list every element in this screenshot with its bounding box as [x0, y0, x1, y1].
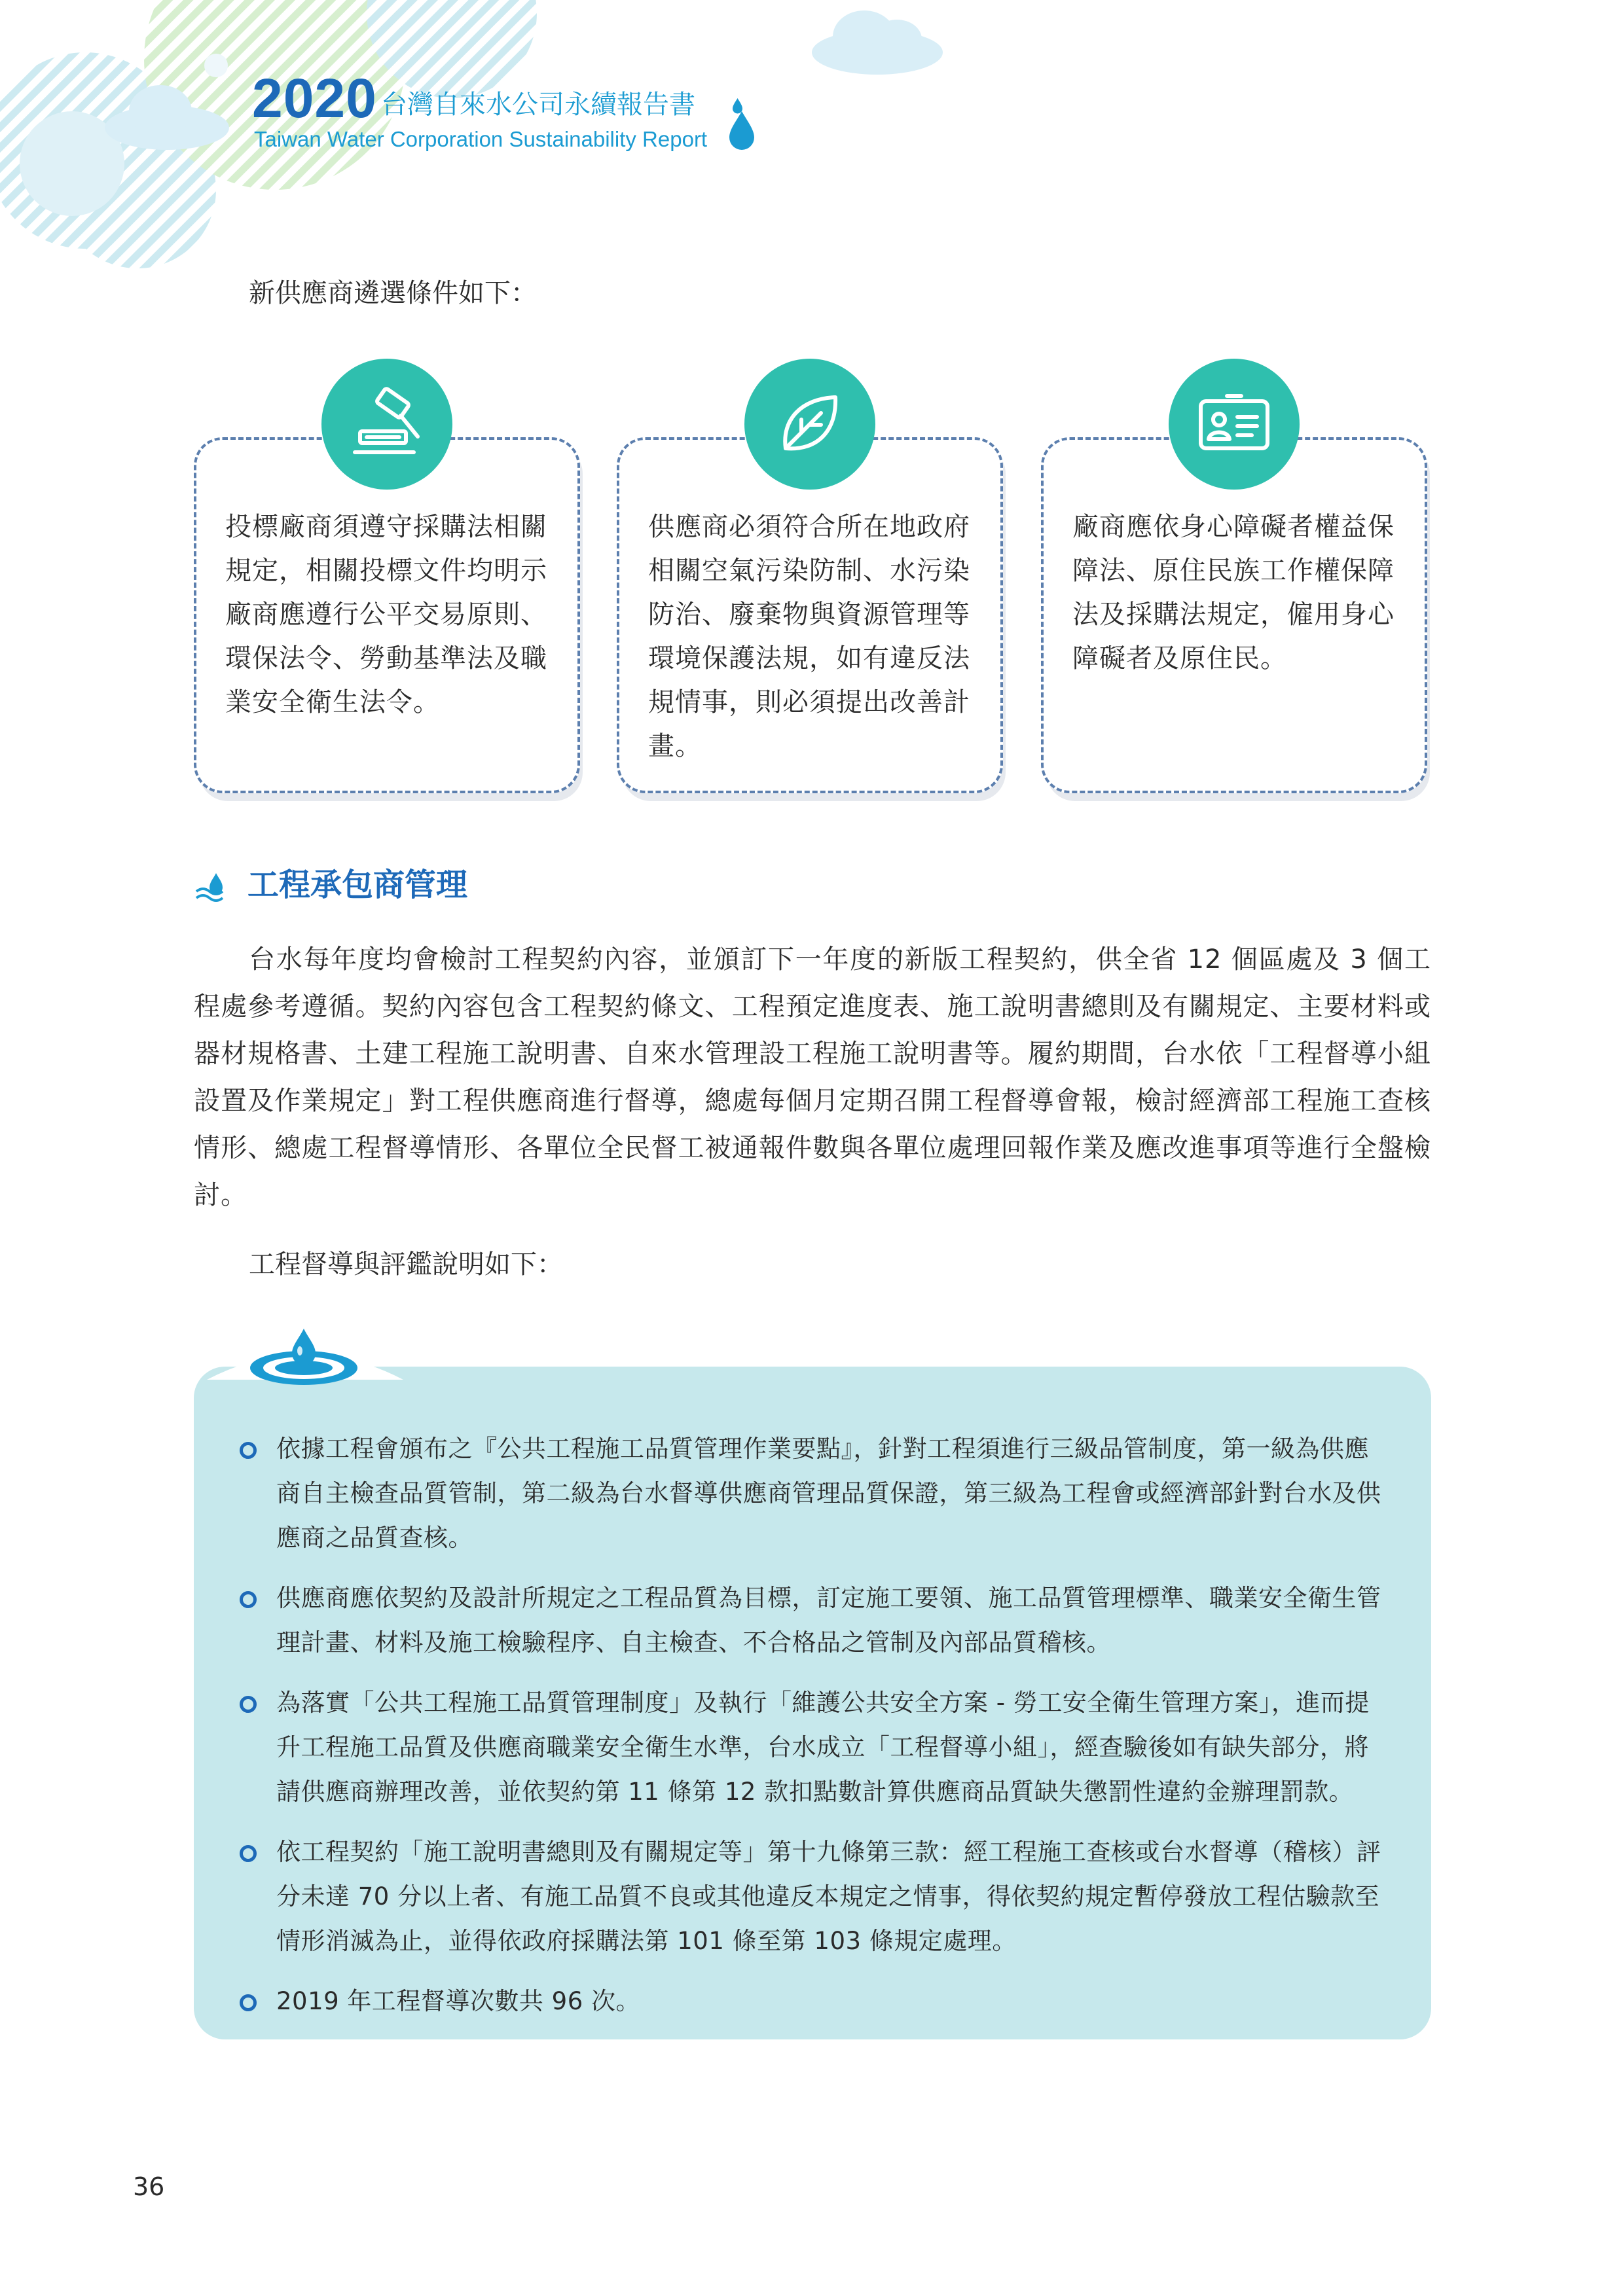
bullet-circle-icon	[240, 1442, 257, 1459]
page-number: 36	[133, 2172, 165, 2201]
report-title-en: Taiwan Water Corporation Sustainability Report	[254, 127, 708, 151]
card-text: 投標廠商須遵守採購法相關 規定，相關投標文件均明示 廠商應遵行公平交易原則、 環保法令、勞動基準法及職 業安全衛生法令。	[225, 512, 547, 717]
section-title: 工程承包商管理	[247, 867, 468, 903]
water-wave-icon	[194, 870, 233, 903]
bullet-circle-icon	[240, 1591, 257, 1608]
list-item: 為落實「公共工程施工品質管理制度」及執行「維護公共安全方案 - 勞工安全衛生管理方案」，進而提升工程施工品質及供應商職業安全衛生水準，台水成立「工程督導小組」，經查驗後如有缺失部分，將請供應商辦理改善，並依契約第 11 條第 12 款扣點數計算供應商品質缺失懲罰性違約金辦理罰款。	[240, 1681, 1392, 1814]
card-text: 廠商應依身心障礙者權益保 障法、原住民族工作權保障 法及採購法規定，僱用身心 障礙者及原住民。	[1072, 512, 1395, 673]
sub-intro-text: 工程督導與評鑑說明如下：	[249, 1249, 563, 1280]
list-item: 依據工程會頒布之『公共工程施工品質管理作業要點』，針對工程須進行三級品管制度，第一級為供應商自主檢查品質管制，第二級為台水督導供應商管理品質保證，第三級為工程會或經濟部針對台水及供應商之品質查核。	[240, 1427, 1392, 1560]
gavel-icon	[321, 359, 452, 490]
criteria-card-employment	[1041, 437, 1427, 793]
leaf-icon	[744, 359, 875, 490]
card-text: 供應商必須符合所在地政府 相關空氣污染防制、水污染 防治、廢棄物與資源管理等 環境保護法規，如有違反法 規情事，則必須提出改善計 畫。	[648, 512, 970, 761]
section-paragraph: 台水每年度均會檢討工程契約內容，並頒訂下一年度的新版工程契約，供全省 12 個區處及 3 個工程處參考遵循。契約內容包含工程契約條文、工程預定進度表、施工說明書總則及有關規定、主要材料或器材規格書、土建工程施工說明書、自來水管理設工程施工說明書等。履約期間，台水依「工程督導小組設置及作業規定」對工程供應商進行督導，總處每個月定期召開工程督導會報，檢討經濟部工程施工查核情形、總處工程督導情形、各單位全民督工被通報件數與各單位處理回報作業及應改進事項等進行全盤檢討。	[194, 944, 1431, 1210]
report-year: 2020	[252, 67, 377, 129]
intro-text: 新供應商遴選條件如下：	[249, 278, 537, 308]
supervision-bullet-list	[240, 1427, 1392, 2039]
criteria-card-procurement	[194, 437, 580, 793]
list-item: 依工程契約「施工說明書總則及有關規定等」第十九條第三款：經工程施工查核或台水督導（稽核）評分未達 70 分以上者、有施工品質不良或其他違反本規定之情事，得依契約規定暫停發放工程估驗款至情形消滅為止，並得依政府採購法第 101 條至第 103 條規定處理。	[240, 1830, 1392, 1964]
criteria-card-environment	[617, 437, 1003, 793]
water-ripple-icon	[194, 1302, 416, 1420]
bullet-circle-icon	[240, 1994, 257, 2011]
bullet-circle-icon	[240, 1845, 257, 1862]
id-card-icon	[1169, 359, 1300, 490]
bullet-circle-icon	[240, 1696, 257, 1713]
list-item: 2019 年工程督導次數共 96 次。	[240, 1979, 1392, 2024]
report-title-zh: 台灣自來水公司永續報告書	[381, 90, 695, 120]
water-drop-icon	[725, 98, 758, 157]
list-item: 供應商應依契約及設計所規定之工程品質為目標，訂定施工要領、施工品質管理標準、職業安全衛生管理計畫、材料及施工檢驗程序、自主檢查、不合格品之管制及內部品質稽核。	[240, 1576, 1392, 1665]
